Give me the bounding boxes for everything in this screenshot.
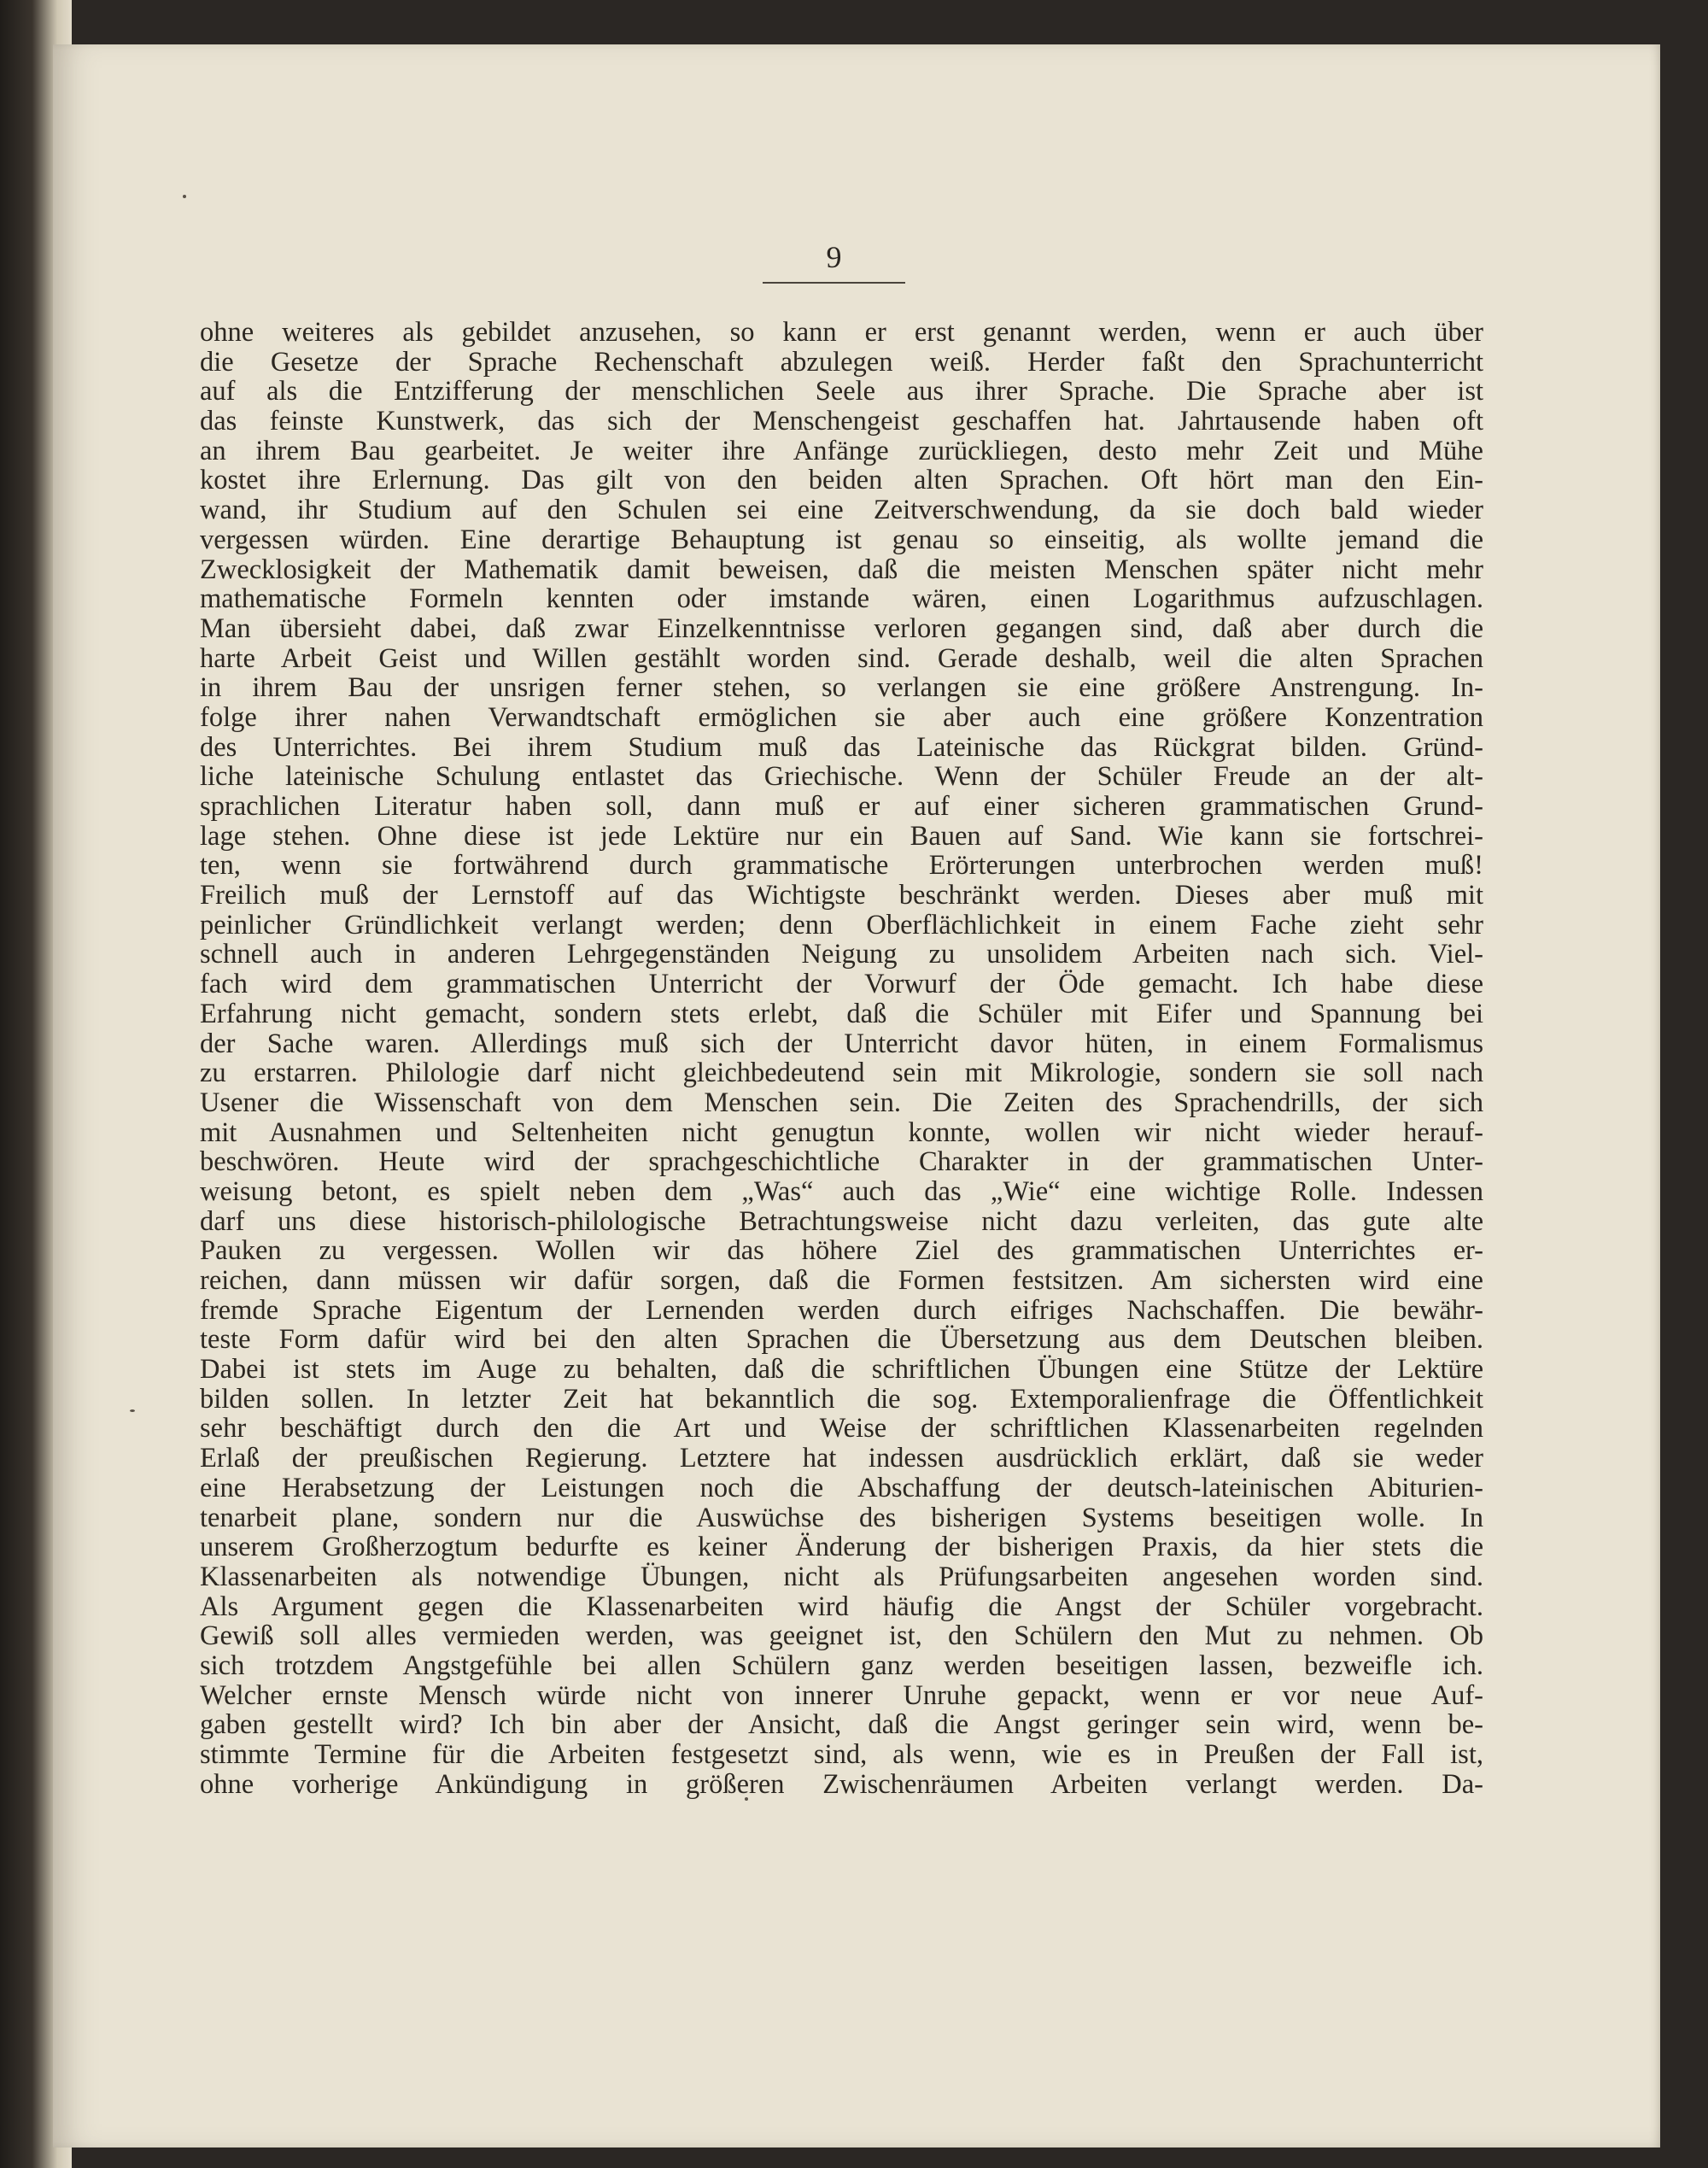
text-line: sehr beschäftigt durch den die Art und Weise der schriftlichen Klassenarbeiten regelnden (200, 1414, 1483, 1444)
text-line: fremde Sprache Eigentum der Lernenden werden durch eifriges Nachschaffen. Die bewähr- (200, 1295, 1483, 1326)
text-line: Pauken zu vergessen. Wollen wir das höhere Ziel des grammatischen Unterrichtes er- (200, 1236, 1483, 1266)
text-line: sich trotzdem Angstgefühle bei allen Schülern ganz werden beseitigen lassen, bezweifle ich. (200, 1650, 1483, 1681)
text-line: mit Ausnahmen und Seltenheiten nicht genugtun konnte, wollen wir nicht wieder herauf- (200, 1117, 1483, 1148)
text-line: auf als die Entzifferung der menschlichen Seele aus ihrer Sprache. Die Sprache aber ist (200, 377, 1483, 407)
text-line: schnell auch in anderen Lehrgegenständen Neigung zu unsolidem Arbeiten nach sich. Viel- (200, 940, 1483, 970)
text-line: liche lateinische Schulung entlastet das Griechische. Wenn der Schüler Freude an der alt- (200, 762, 1483, 792)
page-number: 9 (763, 239, 905, 284)
text-line: mathematische Formeln kennten oder imstande wären, einen Logarithmus aufzuschlagen. (200, 584, 1483, 614)
text-line: ohne weiteres als gebildet anzusehen, so kann er erst genannt werden, wenn er auch über (200, 318, 1483, 348)
text-line: wand, ihr Studium auf den Schulen sei eine Zeitverschwendung, da sie doch bald wieder (200, 495, 1483, 525)
text-line: der Sache waren. Allerdings muß sich der Unterricht davor hüten, in einem Formalismus (200, 1028, 1483, 1059)
text-line: Man übersieht dabei, daß zwar Einzelkenntnisse verloren gegangen sind, daß aber durch die (200, 613, 1483, 644)
text-line: Freilich muß der Lernstoff auf das Wichtigste beschränkt werden. Dieses aber muß mit (200, 881, 1483, 911)
text-line: das feinste Kunstwerk, das sich der Menschengeist geschaffen hat. Jahrtausende haben oft (200, 407, 1483, 437)
text-line: ten, wenn sie fortwährend durch grammatische Erörterungen unterbrochen werden muß! (200, 851, 1483, 882)
text-line: kostet ihre Erlernung. Das gilt von den beiden alten Sprachen. Oft hört man den Ein- (200, 466, 1483, 496)
text-line: ohne vorherige Ankündigung in größeren Zwischenräumen Arbeiten verlangt werden. Da- (200, 1769, 1483, 1800)
text-line: die Gesetze der Sprache Rechenschaft abzulegen weiß. Herder faßt den Sprachunterricht (200, 347, 1483, 378)
text-line: an ihrem Bau gearbeitet. Je weiter ihre Anfänge zurückliegen, desto mehr Zeit und Mühe (200, 436, 1483, 466)
text-line: gaben gestellt wird? Ich bin aber der Ansicht, daß die Angst geringer sein wird, wenn be- (200, 1710, 1483, 1740)
text-line: Welcher ernste Mensch würde nicht von innerer Unruhe gepackt, wenn er vor neue Auf- (200, 1680, 1483, 1711)
text-line: beschwören. Heute wird der sprachgeschichtliche Charakter in der grammatischen Unter- (200, 1147, 1483, 1177)
text-line: Usener die Wissenschaft von dem Menschen sein. Die Zeiten des Sprachendrills, der sich (200, 1087, 1483, 1118)
text-line: eine Herabsetzung der Leistungen noch die Abschaffung der deutsch-lateinischen Abiturien- (200, 1473, 1483, 1503)
text-line: teste Form dafür wird bei den alten Sprachen die Übersetzung aus dem Deutschen bleiben. (200, 1325, 1483, 1356)
text-line: sprachlichen Literatur haben soll, dann muß er auf einer sicheren grammatischen Grund- (200, 792, 1483, 822)
text-line: vergessen würden. Eine derartige Behauptung ist genau so einseitig, als wollte jemand die (200, 524, 1483, 555)
text-line: des Unterrichtes. Bei ihrem Studium muß das Lateinische das Rückgrat bilden. Gründ- (200, 732, 1483, 763)
text-line: Erfahrung nicht gemacht, sondern stets erlebt, daß die Schüler mit Eifer und Spannung bei (200, 999, 1483, 1029)
paper-speck (183, 195, 186, 198)
text-line: stimmte Termine für die Arbeiten festgesetzt sind, als wenn, wie es in Preußen der Fall ist, (200, 1740, 1483, 1770)
text-line: darf uns diese historisch-philologische Betrachtungsweise nicht dazu verleiten, das gute alte (200, 1206, 1483, 1237)
text-line: Zwecklosigkeit der Mathematik damit beweisen, daß die meisten Menschen später nicht mehr (200, 554, 1483, 585)
text-line: in ihrem Bau der unsrigen ferner stehen, so verlangen sie eine größere Anstrengung. In- (200, 673, 1483, 703)
text-line: Klassenarbeiten als notwendige Übungen, nicht als Prüfungsarbeiten angesehen worden sind. (200, 1562, 1483, 1592)
text-line: lage stehen. Ohne diese ist jede Lektüre nur ein Bauen auf Sand. Wie kann sie fortschrei- (200, 821, 1483, 852)
text-line: Dabei ist stets im Auge zu behalten, daß die schriftlichen Übungen eine Stütze der Lektüre (200, 1355, 1483, 1385)
text-line: zu erstarren. Philologie darf nicht gleichbedeutend sein mit Mikrologie, sondern sie soll nach (200, 1058, 1483, 1088)
text-line: folge ihrer nahen Verwandtschaft ermöglichen sie aber auch eine größere Konzentration (200, 702, 1483, 733)
text-line: reichen, dann müssen wir dafür sorgen, daß die Formen festsitzen. Am sichersten wird eine (200, 1266, 1483, 1296)
text-line: bilden sollen. In letzter Zeit hat bekanntlich die sog. Extemporalienfrage die Öffentlichkeit (200, 1384, 1483, 1415)
text-line: weisung betont, es spielt neben dem „Was“ auch das „Wie“ eine wichtige Rolle. Indessen (200, 1176, 1483, 1207)
text-line: Erlaß der preußischen Regierung. Letztere hat indessen ausdrücklich erklärt, daß sie weder (200, 1444, 1483, 1474)
paper-speck (130, 1409, 135, 1412)
text-line: harte Arbeit Geist und Willen gestählt worden sind. Gerade deshalb, weil die alten Sprachen (200, 643, 1483, 674)
text-line: tenarbeit plane, sondern nur die Auswüchse des bisherigen Systems beseitigen wolle. In (200, 1503, 1483, 1533)
text-line: fach wird dem grammatischen Unterricht der Vorwurf der Öde gemacht. Ich habe diese (200, 970, 1483, 999)
body-text (200, 318, 1483, 1799)
text-line: peinlicher Gründlichkeit verlangt werden; denn Oberflächlichkeit in einem Fache zieht sehr (200, 910, 1483, 940)
text-line: Als Argument gegen die Klassenarbeiten wird häufig die Angst der Schüler vorgebracht. (200, 1591, 1483, 1622)
text-line: unserem Großherzogtum bedurfte es keiner Änderung der bisherigen Praxis, da hier stets die (200, 1532, 1483, 1562)
text-line: Gewiß soll alles vermieden werden, was geeignet ist, den Schülern den Mut zu nehmen. Ob (200, 1621, 1483, 1651)
